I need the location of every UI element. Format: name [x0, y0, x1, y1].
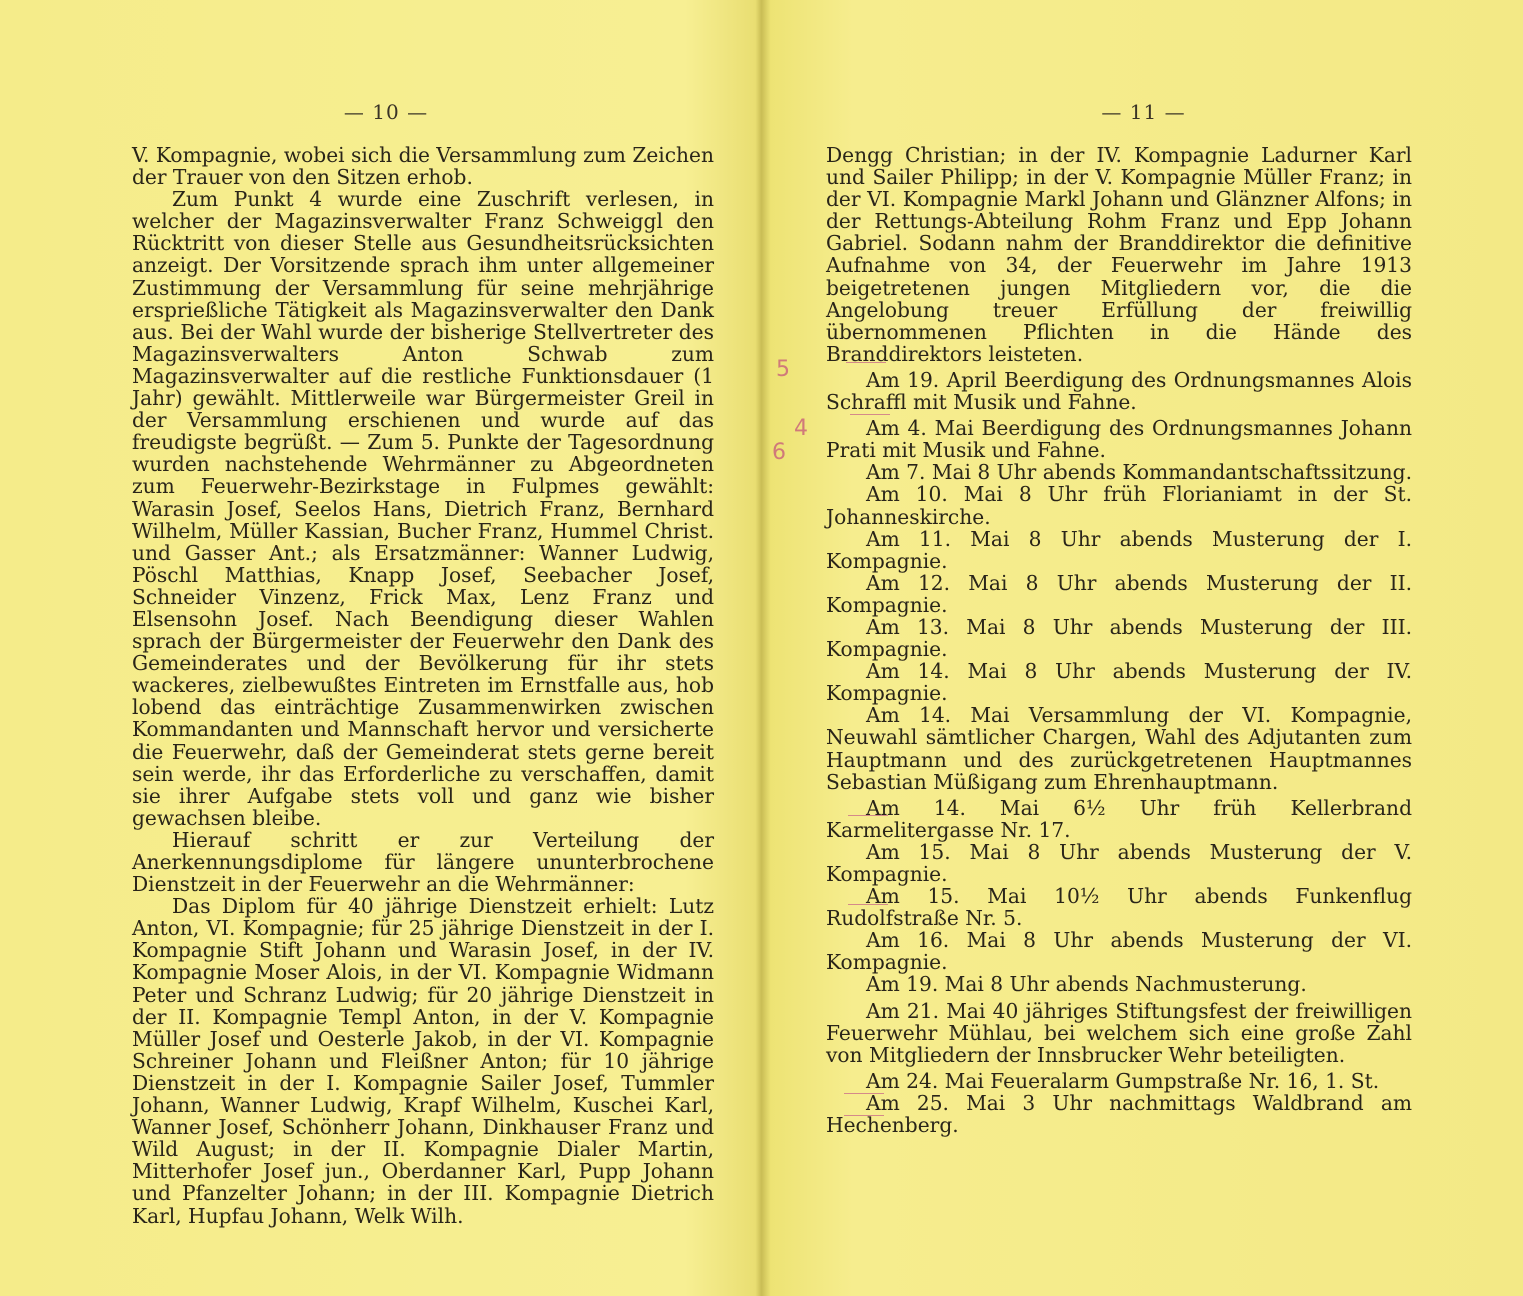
paragraph: Am 21. Mai 40 jähriges Stiftungsfest der freiwilligen Feuerwehr Mühlau, bei welchem sich eine große Zahl von Mitgliedern der Innsbrucker Wehr beteiligten. — [826, 998, 1412, 1067]
paragraph: Am 11. Mai 8 Uhr abends Musterung der I. Kompagnie. — [826, 526, 1412, 573]
paragraph: Dengg Christian; in der IV. Kompagnie Ladurner Karl und Sailer Philipp; in der V. Kompagnie Müller Franz; in der VI. Kompagnie Markl Johann und Glänzner Alfons; in der Rettungs-Abteilung Rohm Franz und Epp Johann Gabriel. Sodann nahm der Branddirektor die definitive Aufnahme von 34, der Feuerwehr im Jahre 1913 beigetretenen jungen Mitgliedern vor, die die Angelobung treuer Erfüllung der freiwillig übernommenen Pflichten in die Hände des Branddirektors leisteten. — [826, 143, 1412, 366]
paragraph: Am 4. Mai Beerdigung des Ordnungsmannes Johann Prati mit Musik und Fahne. — [826, 416, 1412, 463]
paragraph: Am 7. Mai 8 Uhr abends Kommandantschaftssitzung. — [866, 460, 1412, 485]
paragraph: Am 14. Mai Versammlung der VI. Kompagnie, Neuwahl sämtlicher Chargen, Wahl des Adjutanten zum Hauptmann und des zurückgetretenen Hauptmannes Sebastian Müßigang zum Ehrenhauptmann. — [826, 703, 1412, 794]
paragraph: Am 14. Mai 8 Uhr abends Musterung der IV. Kompagnie. — [826, 659, 1412, 706]
paragraph: Am 12. Mai 8 Uhr abends Musterung der II. Kompagnie. — [826, 570, 1412, 617]
left-page-text — [132, 144, 714, 1227]
paragraph: Am 19. Mai 8 Uhr abends Nachmusterung. — [866, 972, 1307, 997]
page-number-right: — 11 — — [1101, 100, 1186, 124]
margin-mark: 4 — [794, 416, 808, 441]
paragraph: Am 13. Mai 8 Uhr abends Musterung der III. Kompagnie. — [826, 614, 1412, 662]
paragraph: Zum Punkt 4 wurde eine Zuschrift verlesen, in welcher der Magazinsverwalter Franz Schweiggl den Rücktritt von dieser Stelle aus Gesundheitsrücksichten anzeigt. Der Vorsitzende sprach ihm unter allgemeiner Zustimmung der Versammlung für seine mehrjährige ersprießliche Tätigkeit als Magazinsverwalter den Dank aus. Bei der Wahl wurde der bisherige Stellvertreter des Magazinsverwalters Anton Schwab zum Magazinsverwalter auf die restliche Funktionsdauer (1 Jahr) gewählt. Mittlerweile war Bürgermeister Greil in der Versammlung erschienen und wurde auf das freudigste begrüßt. — Zum 5. Punkte der Tagesordnung wurden nachstehende Wehrmänner zu Abgeordneten zum Feuerwehr-Bezirkstage in Fulpmes gewählt: Warasin Josef, Seelos Hans, Dietrich Franz, Bernhard Wilhelm, Müller Kassian, Bucher Franz, Hummel Christ. und Gasser Ant.; als Ersatzmänner: Wanner Ludwig, Pöschl Matthias, Knapp Josef, Seebacher Josef, Schneider Vinzenz, Frick Max, Lenz Franz und Elsensohn Josef. Nach Beendigung dieser Wahlen sprach der Bürgermeister der Feuerwehr den Dank des Gemeinderates und der Bevölkerung für ihr stets wackeres, zielbewußtes Eintreten im Ernstfalle aus, hob lobend das einträchtige Zusammenwirken zwischen Kommandanten und Mannschaft hervor und versicherte die Feuerwehr, daß der Gemeinderat stets gerne bereit sein werde, ihr das Erforderliche zu verschaffen, damit sie ihrer Aufgabe stets voll und ganz wie bisher gewachsen bleibe. — [132, 187, 714, 830]
paragraph: Am 15. Mai 10½ Uhr abends Funkenflug Rudolfstraße Nr. 5. — [826, 884, 1412, 931]
paragraph: Am 14. Mai 6½ Uhr früh Kellerbrand Karmelitergasse Nr. 17. — [826, 795, 1412, 842]
paragraph: Am 16. Mai 8 Uhr abends Musterung der VI. Kompagnie. — [826, 928, 1412, 975]
margin-mark: 6 — [772, 440, 786, 465]
paragraph: Das Diplom für 40 jährige Dienstzeit erhielt: Lutz Anton, VI. Kompagnie; für 25 jährige Dienstzeit in der I. Kompagnie Stift Johann und Warasin Josef, in der IV. Kompagnie Moser Alois, in der VI. Kompagnie Widmann Peter und Schranz Ludwig; für 20 jährige Dienstzeit in der II. Kompagnie Templ Anton, in der V. Kompagnie Müller Josef und Oesterle Jakob, in der VI. Kompagnie Schreiner Johann und Fleißner Anton; für 10 jährige Dienstzeit in der I. Kompagnie Sailer Josef, Tummler Johann, Wanner Ludwig, Krapf Wilhelm, Kuschei Karl, Wanner Josef, Schönherr Johann, Dinkhauser Franz und Wild August; in der II. Kompagnie Dialer Martin, Mitterhofer Josef jun., Oberdanner Karl, Pupp Johann und Pfanzelter Johann; in der III. Kompagnie Dietrich Karl, Hupfau Johann, Welk Wilh. — [132, 894, 714, 1228]
paragraph: Am 19. April Beerdigung des Ordnungsmannes Alois Schraffl mit Musik und Fahne. — [826, 367, 1412, 415]
paragraph: Hierauf schritt er zur Verteilung der Anerkennungsdiplome für längere ununterbrochene Dienstzeit in der Feuerwehr an die Wehrmänner: — [132, 827, 714, 897]
margin-mark: 5 — [776, 357, 790, 382]
paragraph: V. Kompagnie, wobei sich die Versammlung zum Zeichen der Trauer von den Sitzen erhob. — [132, 143, 714, 190]
right-page — [764, 0, 1523, 1296]
page-number-left: — 10 — — [343, 100, 429, 124]
paragraph: Am 10. Mai 8 Uhr früh Florianiamt in der St. Johanneskirche. — [826, 482, 1412, 529]
paragraph: Am 25. Mai 3 Uhr nachmittags Waldbrand am Hechenberg. — [826, 1090, 1412, 1138]
paragraph: Am 15. Mai 8 Uhr abends Musterung der V. Kompagnie. — [826, 839, 1412, 886]
left-page — [0, 0, 760, 1296]
right-page-text — [826, 144, 1412, 1136]
paragraph: Am 24. Mai Feueralarm Gumpstraße Nr. 16, 1. St. — [866, 1068, 1380, 1093]
